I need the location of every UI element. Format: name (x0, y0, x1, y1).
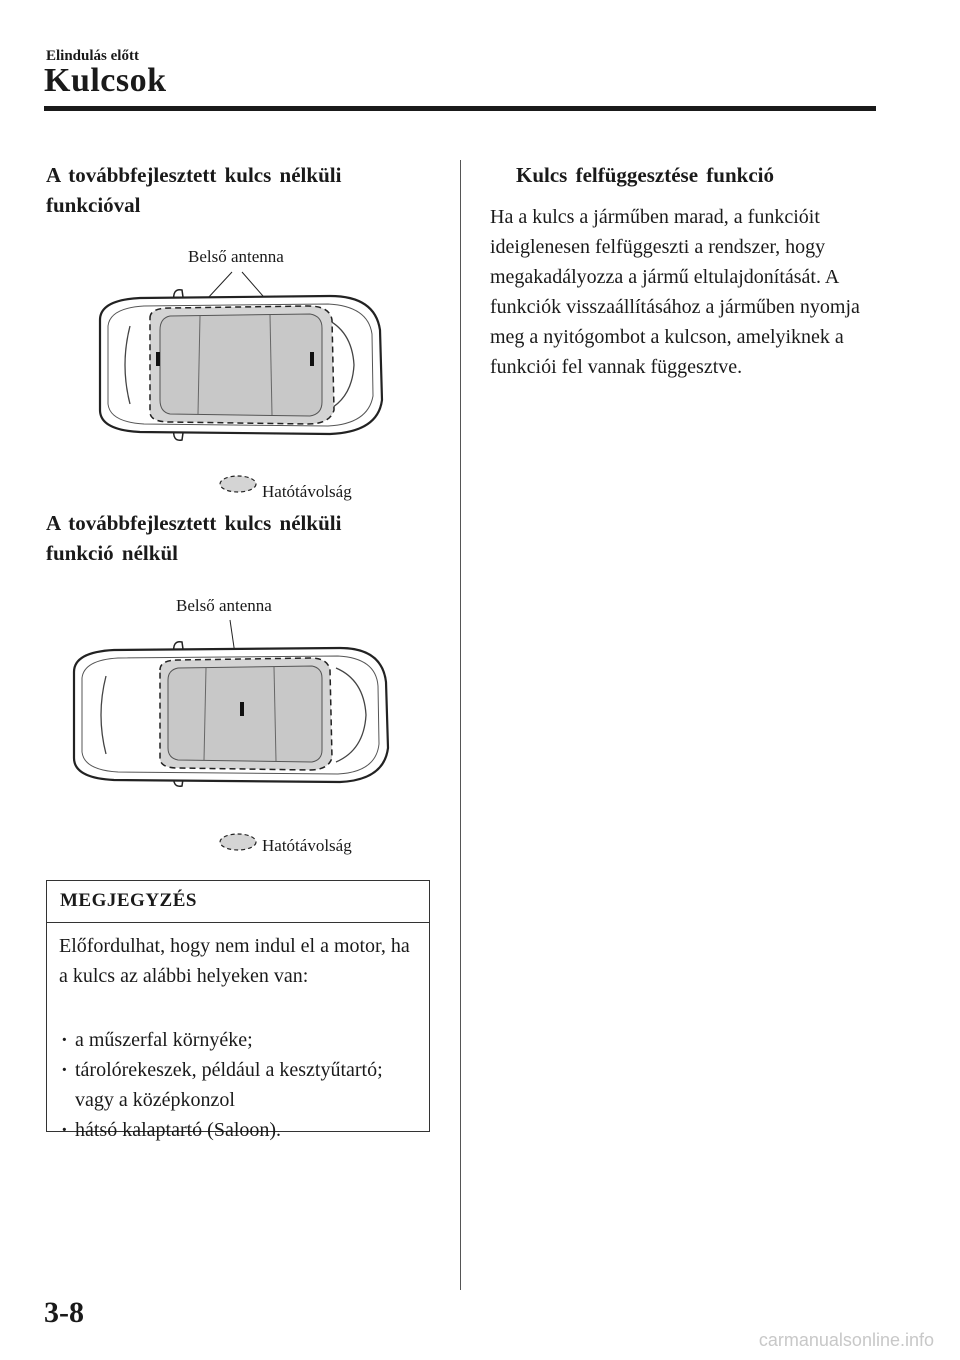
heading-key-suspend-function: Kulcs felfüggesztése funkció (516, 163, 774, 187)
list-item: · a műszerfal környéke; (59, 1025, 419, 1055)
inner-antenna-label: Belső antenna (188, 247, 284, 266)
list-item: · hátsó kalaptartó (Saloon). (59, 1115, 419, 1145)
column-divider (460, 160, 461, 1290)
note-header (47, 881, 429, 923)
header-rule (44, 106, 876, 111)
note-list (59, 1025, 419, 1145)
note-box (46, 880, 430, 1141)
roof-panel (168, 666, 322, 762)
car-diagram-without-function (60, 610, 400, 860)
chapter-title: Kulcsok (44, 62, 167, 99)
list-item: · tárolórekeszek, például a kesztyűtartó; vagy a középkonzol (59, 1055, 419, 1115)
note-title: MEGJEGYZÉS (60, 890, 197, 911)
heading-without-advanced-keyless: A továbbfejlesztett kulcs nélküli funkció nélkül (46, 511, 342, 565)
car-diagram-with-function (60, 260, 400, 500)
range-legend-icon (220, 476, 256, 492)
range-label: Hatótávolság (262, 836, 352, 855)
watermark: carmanualsonline.info (758, 1330, 934, 1350)
antenna-marker (240, 702, 244, 716)
antenna-marker (156, 352, 160, 366)
note-intro: Előfordulhat, hogy nem indul el a motor, ha a kulcs az alábbi helyeken van: (59, 935, 410, 987)
antenna-marker (310, 352, 314, 366)
suspend-function-body: Ha a kulcs a járműben marad, a funkcióit ideiglenesen felfüggeszti a rendszer, hogy megakadályozza a jármű eltulajdonítását. A funkciók visszaállításához a járműben nyomja meg a nyitógombot a kulcson, amelyiknek a funkciói fel vannak függesztve. (490, 206, 860, 378)
heading-with-advanced-keyless: A továbbfejlesztett kulcs nélküli funkcióval (46, 163, 342, 217)
range-legend-icon (220, 834, 256, 850)
range-label: Hatótávolság (262, 482, 352, 501)
inner-antenna-label: Belső antenna (176, 596, 272, 615)
roof-panel (160, 314, 322, 416)
section-label: Elindulás előtt (46, 48, 139, 64)
page-number: 3-8 (44, 1296, 84, 1329)
